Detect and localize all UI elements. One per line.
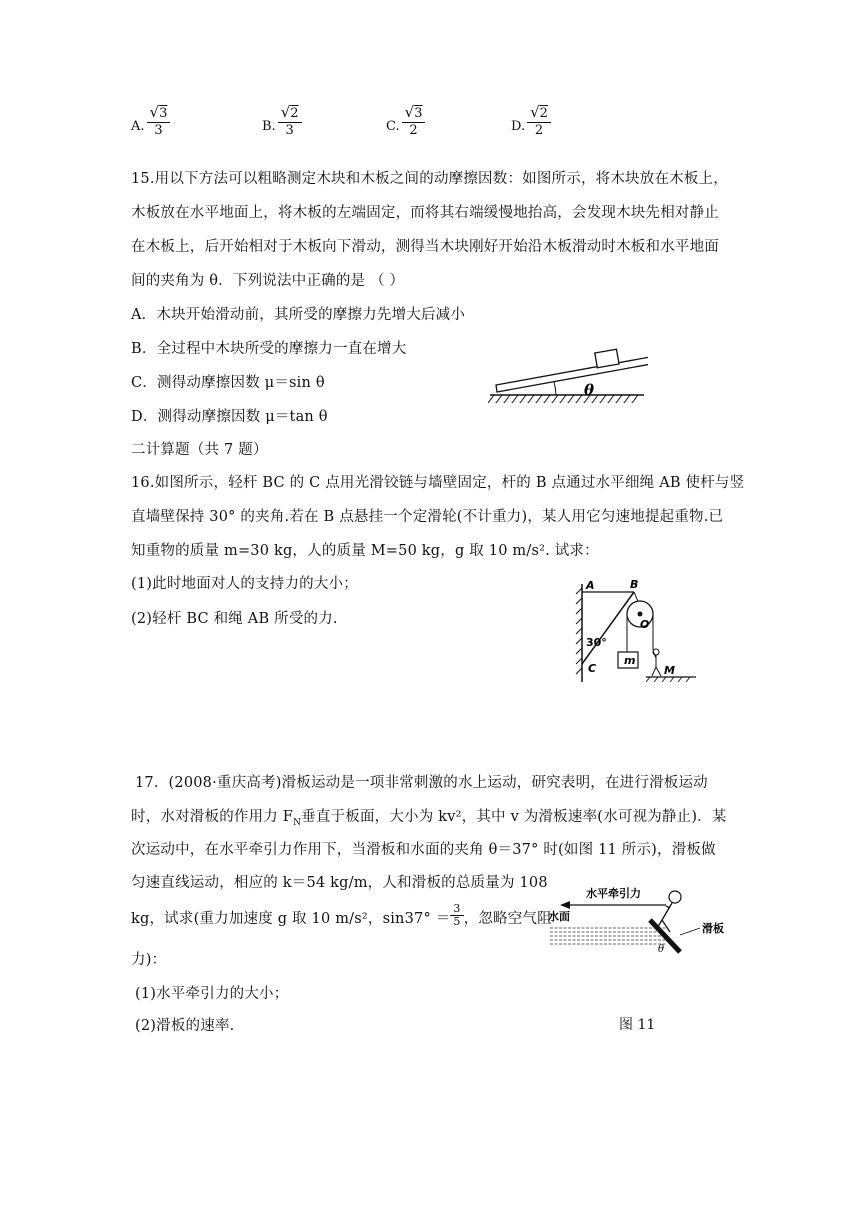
theta-label: θ: [658, 944, 665, 955]
q15-option-b: B．全过程中木块所受的摩擦力一直在增大: [131, 341, 407, 357]
label-b: B: [630, 578, 639, 591]
q17-sub-2: (2)滑板的速率.: [135, 1018, 235, 1034]
q14-option-a: A. $\frac{√3}{3}$: [131, 104, 170, 139]
q17-line-4: 匀速直线运动，相应的 k＝54 kg/m，人和滑板的总质量为 108: [131, 875, 548, 891]
waterski-figure: [546, 880, 746, 956]
label-big-m: M: [664, 664, 675, 677]
q14-option-b: B. $\frac{√2}{3}$: [262, 104, 302, 139]
option-label: D.: [511, 119, 526, 134]
q17-line-2-tail: 垂直于板面，大小为 kv²，其中 v 为滑板速率(水可视为静止)．某: [301, 809, 727, 825]
q15-line-3: 在木板上，后开始相对于木板向下滑动，测得当木块刚好开始沿木板滑动时木板和水平地面: [131, 239, 719, 255]
water-label: 水面: [548, 910, 570, 923]
q16-line-1: 16.如图所示，轻杆 BC 的 C 点用光滑铰链与墙壁固定，杆的 B 点通过水平细绳 AB 使杆与竖: [131, 475, 745, 491]
force-subscript: N: [293, 817, 302, 828]
q17-line-3: 次运动中，在水平牵引力作用下，当滑板和水面的夹角 θ＝37° 时(如图 11 所示)，滑板做: [131, 842, 716, 858]
pull-label: 水平牵引力: [586, 887, 641, 900]
q17-line-5: [131, 902, 552, 930]
label-angle: 30°: [586, 636, 607, 649]
q16-sub-1: (1)此时地面对人的支持力的大小；: [131, 576, 358, 592]
q15-line-2: 木板放在水平地面上，将木板的左端固定，而将其右端缓慢地抬高，会发现木块先相对静止: [131, 205, 719, 221]
option-label: A.: [131, 119, 145, 134]
q14-option-d: D. $\frac{√2}{2}$: [511, 104, 551, 139]
q17-line-5-a: kg，试求(重力加速度 g 取 10 m/s²，sin37° ＝: [131, 911, 451, 927]
label-a: A: [586, 579, 595, 592]
q15-option-a: A．木块开始滑动前，其所受的摩擦力先增大后减小: [131, 307, 466, 323]
q16-sub-2: (2)轻杆 BC 和绳 AB 所受的力.: [131, 611, 338, 627]
q17-line-2: [131, 805, 727, 828]
figure-caption: 图 11: [619, 1017, 656, 1033]
board-label: 滑板: [702, 922, 724, 935]
fraction-three-fifths: $\frac{3}{5}$: [450, 903, 463, 928]
option-label: B.: [262, 119, 276, 134]
q16-line-3: 知重物的质量 m=30 kg，人的质量 M=50 kg，g 取 10 m/s². 试求：: [131, 543, 599, 559]
q15-line-1: 15.用以下方法可以粗略测定木块和木板之间的动摩擦因数：如图所示，将木块放在木板上，: [131, 171, 728, 187]
label-o: O: [640, 618, 650, 631]
incline-figure: [488, 345, 648, 407]
q15-option-d: D．测得动摩擦因数 μ＝tan θ: [131, 409, 328, 425]
q14-option-c: C. $\frac{√3}{2}$: [386, 104, 425, 139]
q15-option-c: C．测得动摩擦因数 μ＝sin θ: [131, 375, 325, 391]
q15-line-4: 间的夹角为 θ．下列说法中正确的是 （ ）: [131, 273, 405, 289]
label-m: m: [624, 654, 636, 667]
label-c: C: [588, 662, 597, 675]
pulley-figure: [572, 578, 702, 686]
q17-sub-1: (1)水平牵引力的大小；: [135, 986, 289, 1002]
section-title: 二计算题（共 7 题）: [131, 442, 268, 458]
q17-line-5-b: ，忽略空气阻: [463, 911, 552, 927]
option-label: C.: [386, 119, 400, 134]
q16-line-2: 直墙壁保持 30° 的夹角.若在 B 点悬挂一个定滑轮(不计重力)，某人用它匀速地提起重物.已: [131, 509, 724, 525]
theta-label: θ: [584, 381, 595, 399]
q17-line-6: 力)：: [131, 952, 167, 968]
q17-line-1: 17．(2008·重庆高考)滑板运动是一项非常刺激的水上运动，研究表明，在进行滑板运动: [135, 775, 708, 791]
q17-line-2-head: 时，水对滑板的作用力 F: [131, 809, 294, 825]
